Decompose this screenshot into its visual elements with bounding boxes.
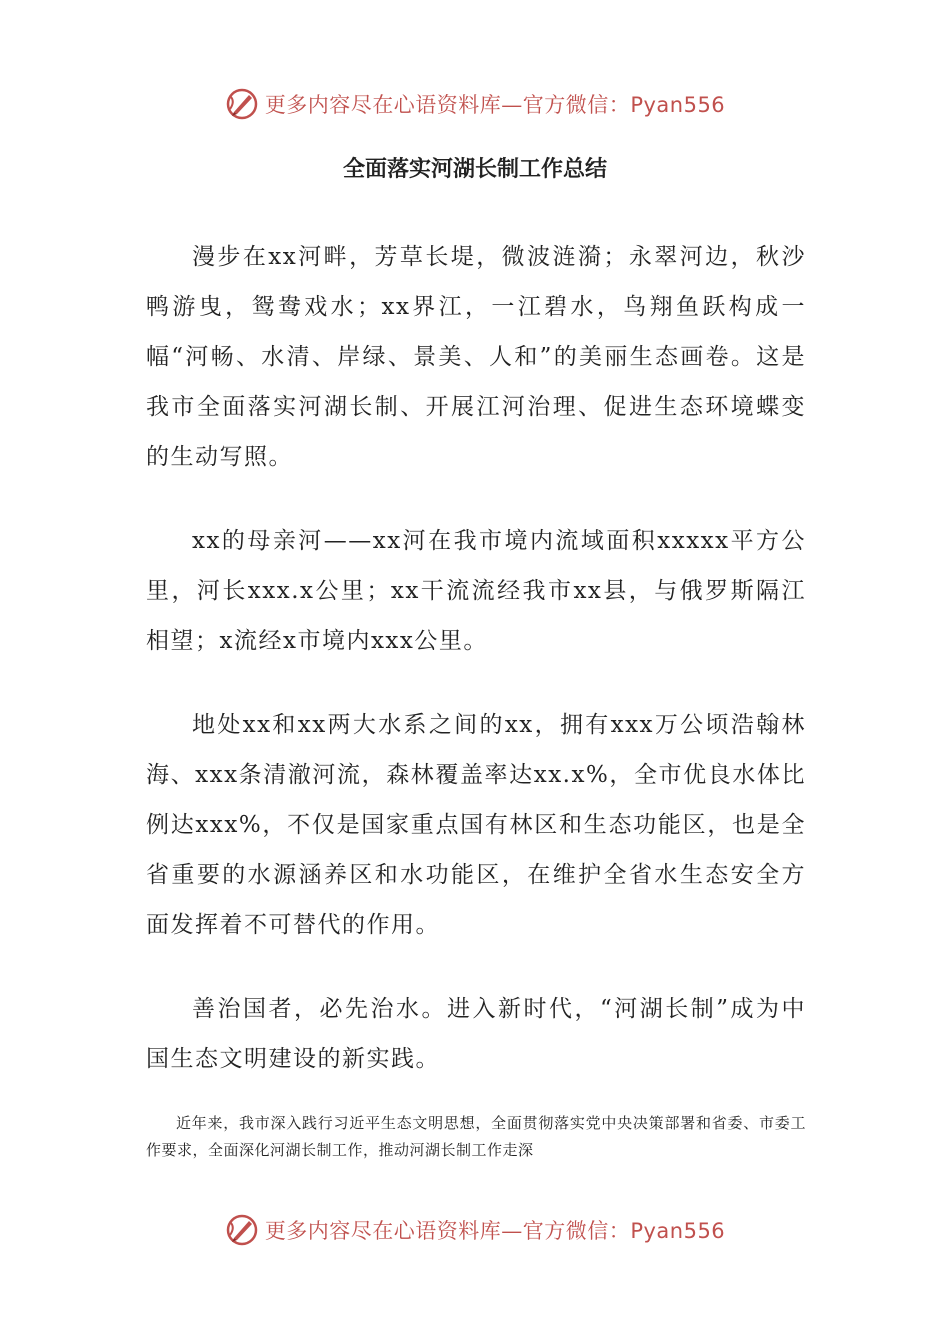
footer-banner — [0, 1210, 950, 1250]
document-body — [146, 232, 806, 1198]
wechat-id: Pyan556 — [630, 1219, 726, 1243]
small-paragraph: 近年来，我市深入践行习近平生态文明思想，全面贯彻落实党中央决策部署和省委、市委工作要求，全面深化河湖长制工作，推动河湖长制工作走深 — [146, 1114, 806, 1159]
pen-circle-logo-icon — [225, 1213, 259, 1247]
paragraph: 漫步在xx河畔，芳草长堤，微波涟漪；永翠河边，秋沙鸭游曳，鸳鸯戏水；xx界江，一江碧水，鸟翔鱼跃构成一幅“河畅、水清、岸绿、景美、人和”的美丽生态画卷。这是我市全面落实河湖长制、开展江河治理、促进生态环境蝶变的生动写照。 — [146, 244, 806, 470]
paragraph: xx的母亲河——xx河在我市境内流域面积xxxxx平方公里，河长xxx.x公里；xx干流流经我市xx县，与俄罗斯隔江相望；x流经x市境内xxx公里。 — [146, 528, 806, 654]
paragraph: 地处xx和xx两大水系之间的xx，拥有xxx万公顷浩翰林海、xxx条清澈河流，森林覆盖率达xx.x%，全市优良水体比例达xxx%，不仅是国家重点国有林区和生态功能区，也是全省重要的水源涵养区和水功能区，在维护全省水生态安全方面发挥着不可替代的作用。 — [146, 712, 806, 938]
paragraph: 善治国者，必先治水。进入新时代，“河湖长制”成为中国生态文明建设的新实践。 — [146, 996, 806, 1072]
document-title: 全面落实河湖长制工作总结 — [342, 157, 607, 182]
banner-text: 更多内容尽在心语资料库—官方微信：Pyan556 — [264, 1219, 726, 1243]
wechat-id: Pyan556 — [630, 93, 726, 117]
pen-circle-logo-icon — [225, 87, 259, 121]
banner-text: 更多内容尽在心语资料库—官方微信：Pyan556 — [264, 93, 726, 117]
header-banner — [0, 84, 950, 124]
